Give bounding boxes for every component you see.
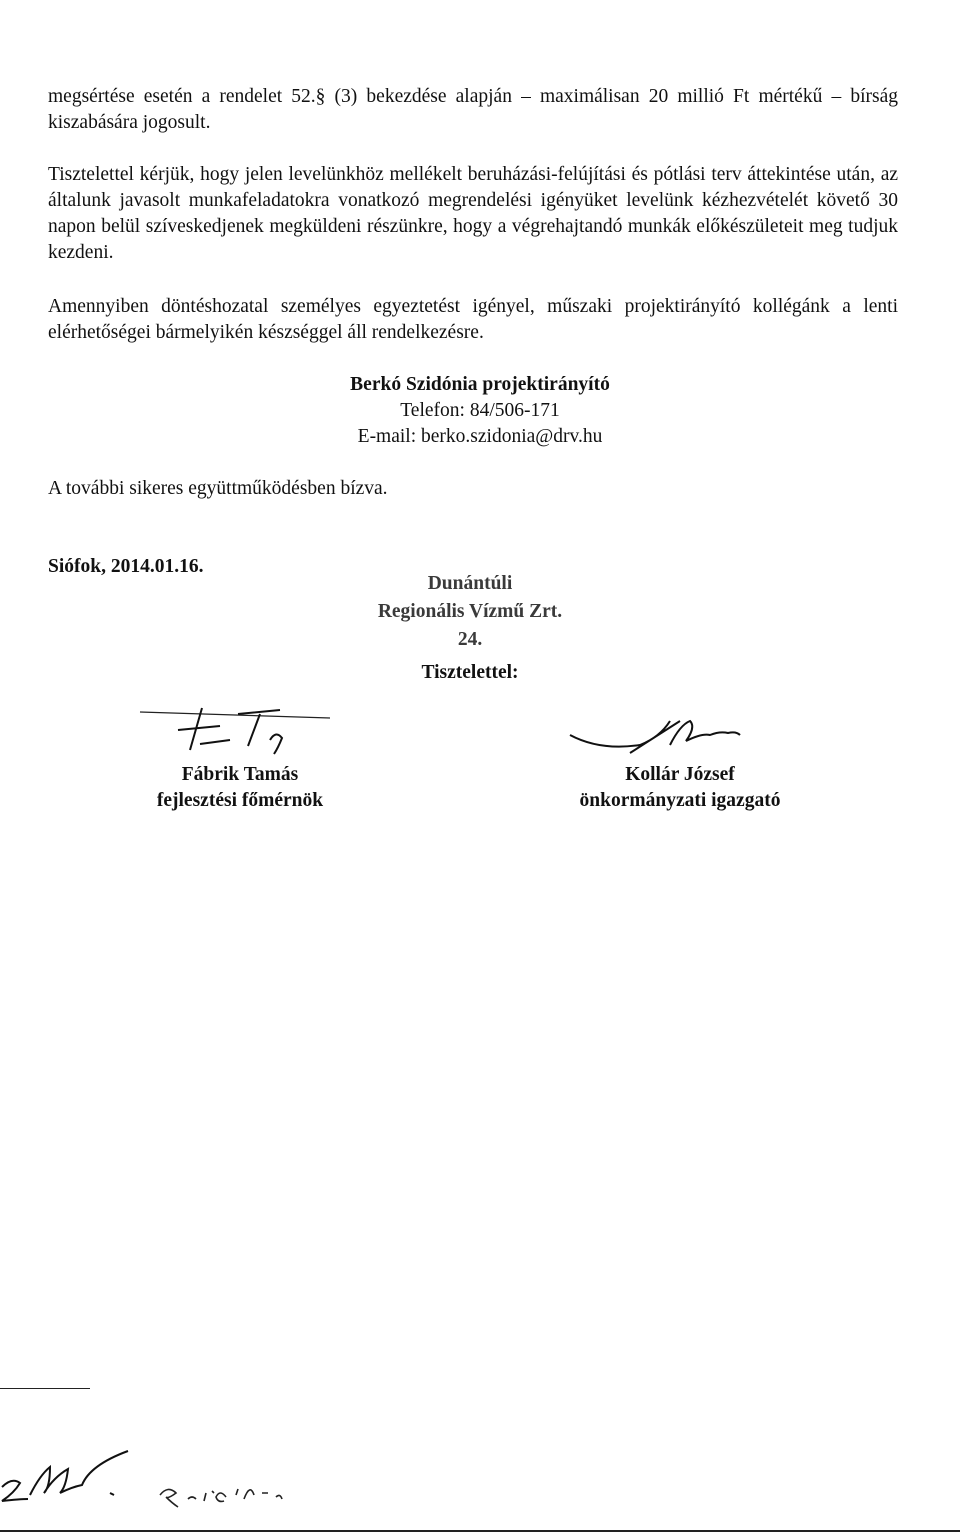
contact-name-title: Berkó Szidónia projektirányító [350,374,610,395]
paragraph-2: Tisztelettel kérjük, hogy jelen levelünkhöz mellékelt beruházási-felújítási és pótlási terv áttekintése után, az általunk javasolt munkafeladatokra vonatkozó megrendelési igényüket levelünk kézhezvételét követő 30 napon belül szíveskedjenek megküldeni részünkre, hogy a végrehajtandó munkák előkészületeit meg tudjuk kezdeni. [48,164,898,263]
signatory-right-title: önkormányzati igazgató [579,790,781,811]
paragraph-3: Amennyiben döntéshozatal személyes egyeztetést igényel, műszaki projektirányító kollégánk a lenti elérhetőségei bármelyikén készséggel áll rendelkezésre. [48,296,898,343]
contact-email[interactable]: E-mail: berko.szidonia@drv.hu [357,426,603,447]
stamp-line-2: Regionális Vízmű Zrt. [377,601,563,622]
signature-left [130,700,350,760]
company-stamp [340,570,600,654]
signatory-right-name: Kollár József [625,764,735,785]
signatory-right [560,762,800,814]
paragraph-1: megsértése esetén a rendelet 52.§ (3) bekezdése alapján – maximálisan 20 millió Ft mértékű – bírság kiszabására jogosult. [48,86,898,133]
signatory-left [140,762,340,814]
signatory-left-name: Fábrik Tamás [181,764,299,785]
footnote-rule [0,1388,90,1389]
closing-line: A további sikeres együttműködésben bízva. [48,478,388,499]
place-date: Siófok, 2014.01.16. [48,556,204,577]
contact-phone: Telefon: 84/506-171 [400,400,560,421]
stamp-line-3: 24. [457,629,483,650]
stamp-line-1: Dunántúli [427,573,513,594]
bottom-border-line [0,1530,960,1532]
signatory-left-title: fejlesztési főmérnök [156,790,324,811]
salutation: Tisztelettel: [421,662,519,683]
initials-scribble [0,1455,360,1515]
contact-block [320,372,640,450]
signature-right [560,715,790,765]
